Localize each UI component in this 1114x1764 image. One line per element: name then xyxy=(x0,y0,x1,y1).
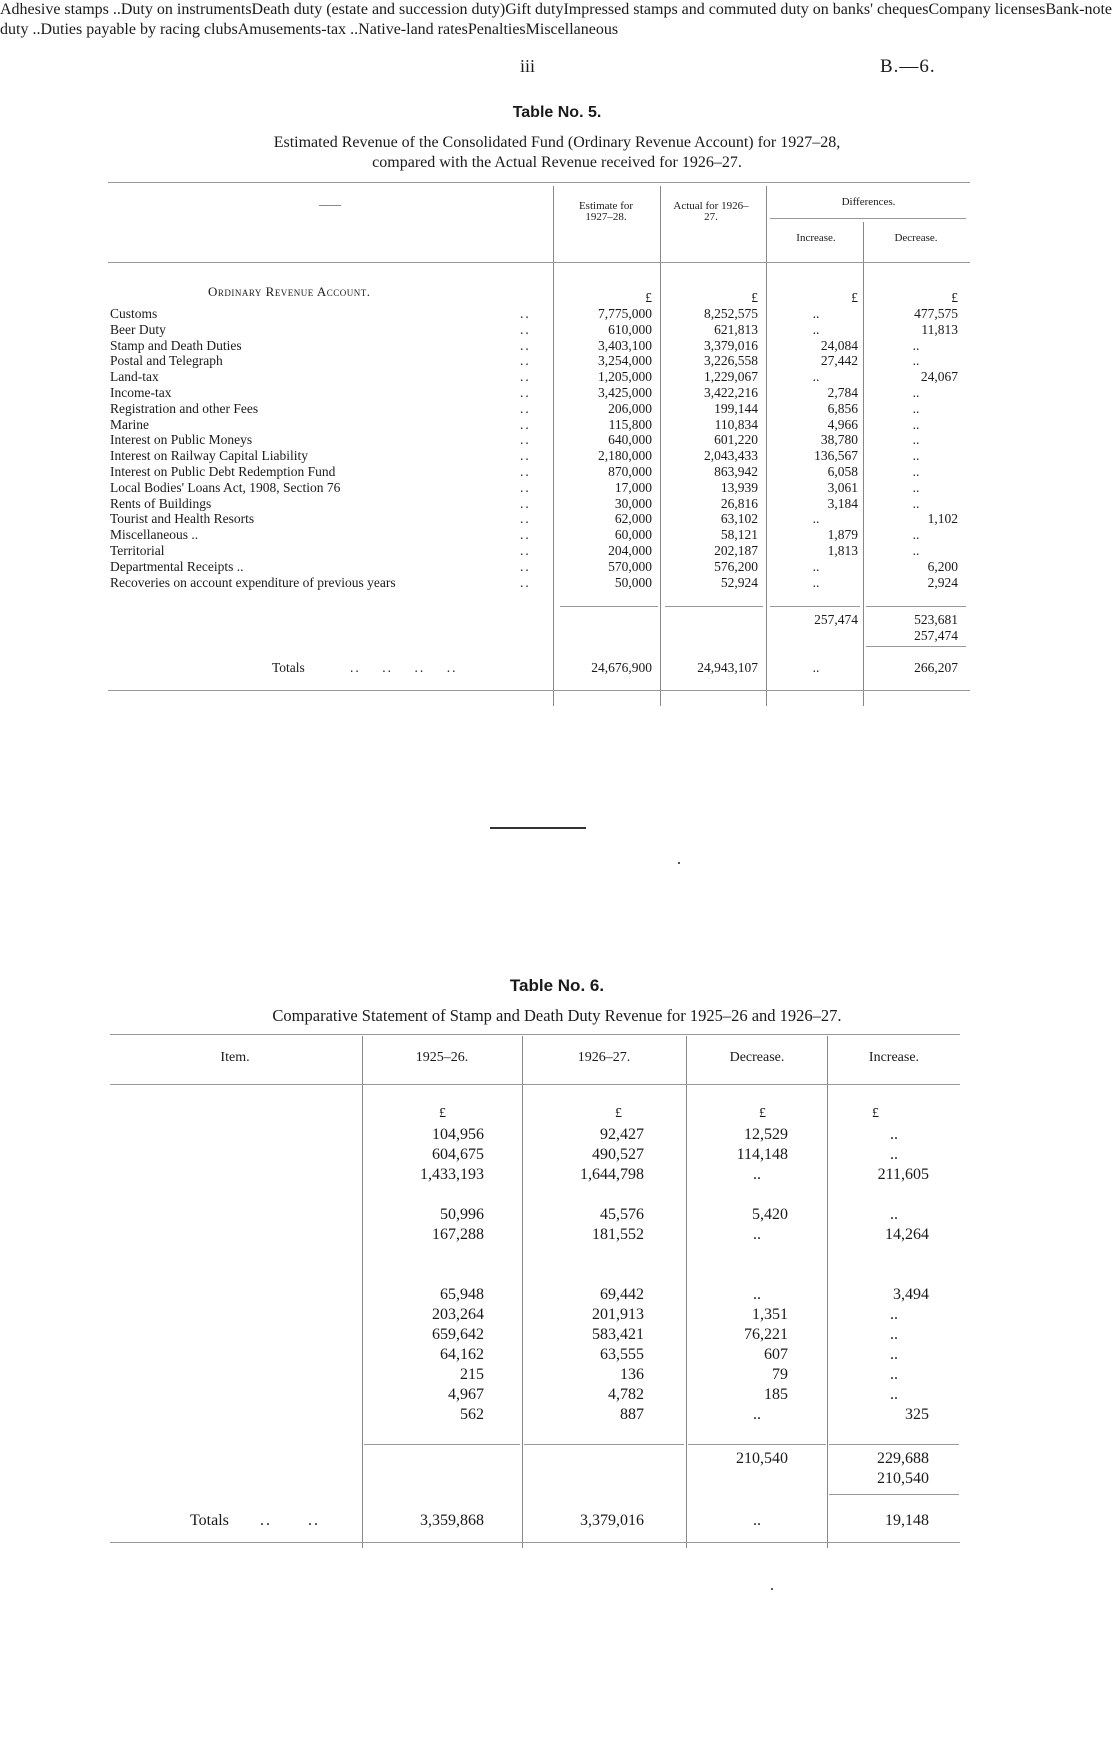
table5-subtitle-line2: compared with the Actual Revenue received for 1926–27. xyxy=(372,154,742,171)
table5-subtitle-line1: Estimated Revenue of the Consolidated Fund (Ordinary Revenue Account) for 1927–28, xyxy=(273,134,841,151)
table6-row-label: Miscellaneous xyxy=(525,21,619,38)
table5-row-decrease: .. xyxy=(912,417,920,432)
table5-row-estimate: 570,000 xyxy=(608,559,652,574)
table6-sub-rule-4 xyxy=(829,1444,959,1445)
table6-row-increase: .. xyxy=(890,1146,898,1163)
table5-row-label: Territorial xyxy=(110,543,165,558)
table5-row-decrease: .. xyxy=(912,448,920,463)
table5-row-leader: .. xyxy=(520,385,531,400)
table5-subtotal-increase: 257,474 xyxy=(814,612,858,627)
table5-row-label: Beer Duty xyxy=(110,322,166,337)
table5-currency-increase: £ xyxy=(851,290,858,305)
table6-row-decrease: .. xyxy=(753,1166,761,1183)
table5-row-leader: .. xyxy=(520,559,531,574)
table5-row-increase: 4,966 xyxy=(827,417,858,432)
table6-bottom-rule xyxy=(110,1542,960,1543)
table5-row-increase: 1,813 xyxy=(827,543,858,558)
table5-row-increase: 3,184 xyxy=(827,496,858,511)
table6-totals-leader: .. .. xyxy=(260,1512,320,1529)
table6-row-increase: .. xyxy=(890,1126,898,1143)
table5-currency-actual: £ xyxy=(751,290,758,305)
table6-row-1925: 4,967 xyxy=(448,1386,484,1403)
table6-row-1926: 887 xyxy=(620,1406,644,1423)
table5-row-actual: 863,942 xyxy=(714,464,758,479)
document-reference: B.—6. xyxy=(880,56,936,77)
table5-row-label: Departmental Receipts .. xyxy=(110,559,244,574)
table5-row-increase: 6,856 xyxy=(827,401,858,416)
table6-row-1926: 69,442 xyxy=(600,1286,644,1303)
table6-row-1925: 65,948 xyxy=(440,1286,484,1303)
table6-row-decrease: 76,221 xyxy=(744,1326,788,1343)
table5-row-actual: 621,813 xyxy=(714,322,758,337)
table6-row-label: Adhesive stamps .. xyxy=(0,1,121,18)
table5-row-decrease: .. xyxy=(912,527,920,542)
table6-row-1925: 64,162 xyxy=(440,1346,484,1363)
table6-row-label: Amusements-tax .. xyxy=(237,21,359,38)
table5-row-label: Local Bodies' Loans Act, 1908, Section 76 xyxy=(110,480,341,495)
table5-row-estimate: 640,000 xyxy=(608,432,652,447)
table5-row-increase: 1,879 xyxy=(827,527,858,542)
table5-row-label: Miscellaneous .. xyxy=(110,527,199,542)
table5-row-label: Income-tax xyxy=(110,385,172,400)
table6-row-increase: .. xyxy=(890,1306,898,1323)
table6-col-1925: 1925–26. xyxy=(415,1050,469,1065)
table6-row-label: Impressed stamps and commuted duty on banks' cheques xyxy=(563,1,929,18)
table5-row-leader: .. xyxy=(520,353,531,368)
table6-row-increase: .. xyxy=(890,1346,898,1363)
table6-row-decrease: .. xyxy=(753,1226,761,1243)
table6-total-increase: 19,148 xyxy=(885,1512,929,1529)
table5-row-actual: 52,924 xyxy=(720,575,758,590)
table5-row-label: Land-tax xyxy=(110,369,159,384)
stray-mark xyxy=(678,862,680,864)
table5-row-estimate: 3,425,000 xyxy=(598,385,652,400)
table6-col-increase: Increase. xyxy=(868,1050,920,1065)
table6-sub-rule-3 xyxy=(688,1444,826,1445)
table5-row-decrease: 477,575 xyxy=(914,306,958,321)
table6-row-decrease: 5,420 xyxy=(752,1206,788,1223)
table5-row-leader: .. xyxy=(520,448,531,463)
stray-mark-2 xyxy=(771,1588,773,1590)
table5-row-actual: 58,121 xyxy=(720,527,758,542)
table5-sub-rule-4 xyxy=(866,606,966,607)
table6-row-increase: 3,494 xyxy=(893,1286,929,1303)
table5-row-estimate: 62,000 xyxy=(614,511,652,526)
table6-row-increase: .. xyxy=(890,1366,898,1383)
table5-row-decrease: .. xyxy=(912,464,920,479)
table5-section-label: Ordinary Revenue Account. xyxy=(208,284,371,299)
table5-row-actual: 3,226,558 xyxy=(704,353,758,368)
table5-row-decrease: .. xyxy=(912,496,920,511)
table5-row-decrease: .. xyxy=(912,385,920,400)
table5-row-actual: 8,252,575 xyxy=(704,306,758,321)
table5-vrule-2 xyxy=(660,186,661,706)
table6-sub-rule-2 xyxy=(524,1444,684,1445)
table5-col-actual: Actual for 1926–27. xyxy=(673,200,749,223)
table5-row-decrease: .. xyxy=(912,401,920,416)
table5-row-actual: 110,834 xyxy=(714,417,758,432)
table6-subtotal-decrease: 210,540 xyxy=(736,1450,788,1467)
table6-row-1926: 1,644,798 xyxy=(580,1166,644,1183)
table6-row-decrease: .. xyxy=(753,1286,761,1303)
table6-col-item: Item. xyxy=(220,1050,250,1065)
table5-row-actual: 3,422,216 xyxy=(704,385,758,400)
table6-row-decrease: 12,529 xyxy=(744,1126,788,1143)
table6-row-decrease: 1,351 xyxy=(752,1306,788,1323)
table6-row-label: Gift duty xyxy=(505,1,564,18)
table6-row-1926: 136 xyxy=(620,1366,644,1383)
table6-row-label: Company licenses xyxy=(928,1,1046,18)
table5-vrule-4 xyxy=(863,222,864,706)
table5-row-increase: .. xyxy=(812,575,820,590)
table5-row-estimate: 60,000 xyxy=(614,527,652,542)
table5-total-increase: .. xyxy=(812,660,820,675)
table5-row-leader: .. xyxy=(520,432,531,447)
table6-subtitle: Comparative Statement of Stamp and Death Duty Revenue for 1925–26 and 1926–27. xyxy=(272,1006,842,1025)
table5-row-decrease: .. xyxy=(912,543,920,558)
table5-row-estimate: 115,800 xyxy=(608,417,652,432)
table5-sub-rule-5 xyxy=(866,646,966,647)
table5-row-actual: 601,220 xyxy=(714,432,758,447)
table6-row-1925: 604,675 xyxy=(432,1146,484,1163)
table5-stub-head: —— xyxy=(319,199,341,211)
table6-subtotal-increase: 229,688 xyxy=(877,1450,929,1467)
table5-row-actual: 3,379,016 xyxy=(704,338,758,353)
table6-row-label: Duty on instruments xyxy=(120,1,252,18)
table5-row-label: Marine xyxy=(110,417,149,432)
table6-row-label: Death duty (estate and succession duty) xyxy=(251,1,506,18)
table5-row-actual: 1,229,067 xyxy=(704,369,758,384)
table5-row-label: Recoveries on account expenditure of previous years xyxy=(110,575,396,590)
table5-col-differences: Differences. xyxy=(841,196,896,208)
table5-row-estimate: 2,180,000 xyxy=(598,448,652,463)
table6-head-rule xyxy=(110,1084,960,1085)
table5-row-estimate: 30,000 xyxy=(614,496,652,511)
table5-sub-rule-2 xyxy=(665,606,763,607)
table6-row-decrease: 114,148 xyxy=(736,1146,788,1163)
table5-row-leader: .. xyxy=(520,322,531,337)
table5-row-label: Interest on Public Moneys xyxy=(110,432,253,447)
table5-row-actual: 26,816 xyxy=(720,496,758,511)
table5-vrule-1 xyxy=(553,186,554,706)
table6-row-label: Duties payable by racing clubs xyxy=(40,21,238,38)
table5-bottom-rule xyxy=(108,690,970,691)
table5-row-label: Interest on Public Debt Redemption Fund xyxy=(110,464,336,479)
table5-total-decrease: 266,207 xyxy=(914,660,958,675)
table5-row-actual: 199,144 xyxy=(714,401,758,416)
table5-row-label: Registration and other Fees xyxy=(110,401,259,416)
table5-col-decrease: Decrease. xyxy=(894,232,938,244)
table5-row-label: Stamp and Death Duties xyxy=(110,338,242,353)
table5-col-estimate: Estimate for 1927–28. xyxy=(578,200,634,223)
table5-row-leader: .. xyxy=(520,306,531,321)
table5-row-decrease: .. xyxy=(912,353,920,368)
table6-row-1925: 50,996 xyxy=(440,1206,484,1223)
table6-row-label: Bank-note duty .. xyxy=(0,1,1113,38)
table6-vrule-2 xyxy=(522,1036,523,1548)
table6-row-1925: 167,288 xyxy=(432,1226,484,1243)
table5-row-increase: .. xyxy=(812,369,820,384)
table6-row-increase: 325 xyxy=(905,1406,929,1423)
section-separator xyxy=(490,827,586,829)
table5-row-increase: 24,084 xyxy=(820,338,858,353)
table5-row-label: Rents of Buildings xyxy=(110,496,212,511)
table6-title: Table No. 6. xyxy=(509,976,605,995)
table5-row-increase: 27,442 xyxy=(820,353,858,368)
table5-row-leader: .. xyxy=(520,369,531,384)
table5-row-estimate: 610,000 xyxy=(608,322,652,337)
table6-total-1926: 3,379,016 xyxy=(580,1512,644,1529)
table5-row-increase: .. xyxy=(812,511,820,526)
table5-row-leader: .. xyxy=(520,401,531,416)
table5-row-leader: .. xyxy=(520,338,531,353)
table5-sub-rule-1 xyxy=(560,606,658,607)
table5-row-decrease: 2,924 xyxy=(927,575,958,590)
table6-total-1925: 3,359,868 xyxy=(420,1512,484,1529)
table5-row-label: Customs xyxy=(110,306,158,321)
table6-top-rule xyxy=(110,1034,960,1035)
table5-row-decrease: 24,067 xyxy=(920,369,958,384)
table5-sub-rule-3 xyxy=(770,606,860,607)
table5-row-estimate: 17,000 xyxy=(614,480,652,495)
table5-row-increase: .. xyxy=(812,559,820,574)
table5-row-increase: 3,061 xyxy=(827,480,858,495)
table6-row-1926: 490,527 xyxy=(592,1146,644,1163)
table6-row-increase: .. xyxy=(890,1206,898,1223)
table6-row-1926: 92,427 xyxy=(600,1126,644,1143)
table6-subtotal-increase-offset: 210,540 xyxy=(877,1470,929,1487)
table5-row-actual: 576,200 xyxy=(714,559,758,574)
table6-row-decrease: 79 xyxy=(772,1366,788,1383)
table6-row-increase: .. xyxy=(890,1326,898,1343)
table5-currency-estimate: £ xyxy=(645,290,652,305)
table6-row-decrease: .. xyxy=(753,1406,761,1423)
table6-total-decrease: .. xyxy=(753,1512,761,1529)
table5-col-increase: Increase. xyxy=(796,232,836,244)
table5-row-leader: .. xyxy=(520,511,531,526)
table5-row-estimate: 7,775,000 xyxy=(598,306,652,321)
table6-row-increase: 14,264 xyxy=(885,1226,929,1243)
table5-row-actual: 63,102 xyxy=(720,511,758,526)
table6-currency-1925: £ xyxy=(439,1106,446,1121)
table6-row-increase: 211,605 xyxy=(877,1166,929,1183)
table6-vrule-1 xyxy=(362,1036,363,1548)
table5-row-leader: .. xyxy=(520,480,531,495)
table6-vrule-3 xyxy=(686,1036,687,1548)
table5-row-decrease: 6,200 xyxy=(927,559,958,574)
table6-row-1926: 45,576 xyxy=(600,1206,644,1223)
table5-vrule-3 xyxy=(766,186,767,706)
table5-subtotal-decrease-offset: 257,474 xyxy=(914,628,958,643)
table5-total-actual: 24,943,107 xyxy=(697,660,758,675)
table5-row-leader: .. xyxy=(520,496,531,511)
table5-row-leader: .. xyxy=(520,575,531,590)
table5-row-leader: .. xyxy=(520,543,531,558)
table6-currency-1926: £ xyxy=(615,1106,622,1121)
table6-row-1926: 201,913 xyxy=(592,1306,644,1323)
table6-col-1926: 1926–27. xyxy=(577,1050,631,1065)
table5-totals-label: Totals xyxy=(272,660,305,675)
table5-row-increase: .. xyxy=(812,306,820,321)
table5-row-decrease: .. xyxy=(912,338,920,353)
table6-row-label: Native-land rates xyxy=(358,21,468,38)
table6-row-increase: .. xyxy=(890,1386,898,1403)
table5-row-increase: 6,058 xyxy=(827,464,858,479)
table6-row-1925: 203,264 xyxy=(432,1306,484,1323)
table5-title: Table No. 5. xyxy=(512,104,602,121)
table5-row-estimate: 1,205,000 xyxy=(598,369,652,384)
table5-total-estimate: 24,676,900 xyxy=(591,660,652,675)
table6-row-1926: 583,421 xyxy=(592,1326,644,1343)
table6-col-decrease: Decrease. xyxy=(729,1050,785,1065)
table5-row-increase: 2,784 xyxy=(827,385,858,400)
table5-row-label: Postal and Telegraph xyxy=(110,353,223,368)
table5-row-estimate: 3,254,000 xyxy=(598,353,652,368)
table6-row-1926: 4,782 xyxy=(608,1386,644,1403)
table6-row-1925: 1,433,193 xyxy=(420,1166,484,1183)
table6-currency-increase: £ xyxy=(872,1106,879,1121)
table5-head-rule xyxy=(108,262,970,263)
table5-subtotal-decrease: 523,681 xyxy=(914,612,958,627)
page-number: iii xyxy=(520,56,536,76)
table5-totals-leader: .. .. .. .. xyxy=(350,660,458,675)
table5-diff-rule xyxy=(770,218,966,219)
table5-row-leader: .. xyxy=(520,527,531,542)
table6-currency-decrease: £ xyxy=(759,1106,766,1121)
table5-row-leader: .. xyxy=(520,464,531,479)
table6-sub-rule-5 xyxy=(829,1494,959,1495)
table5-row-decrease: 11,813 xyxy=(921,322,958,337)
table5-row-leader: .. xyxy=(520,417,531,432)
table5-row-decrease: .. xyxy=(912,480,920,495)
table5-row-estimate: 204,000 xyxy=(608,543,652,558)
table6-sub-rule-1 xyxy=(364,1444,520,1445)
table5-row-estimate: 50,000 xyxy=(614,575,652,590)
table5-top-rule xyxy=(108,182,970,183)
table5-row-decrease: 1,102 xyxy=(927,511,958,526)
table5-row-estimate: 3,403,100 xyxy=(598,338,652,353)
table5-row-label: Interest on Railway Capital Liability xyxy=(110,448,308,463)
table6-row-1926: 63,555 xyxy=(600,1346,644,1363)
table6-row-1925: 659,642 xyxy=(432,1326,484,1343)
table5-row-decrease: .. xyxy=(912,432,920,447)
table6-row-decrease: 185 xyxy=(764,1386,788,1403)
table6-vrule-4 xyxy=(827,1036,828,1548)
table6-row-1925: 215 xyxy=(460,1366,484,1383)
table6-row-decrease: 607 xyxy=(764,1346,788,1363)
table6-row-1926: 181,552 xyxy=(592,1226,644,1243)
table5-row-increase: 38,780 xyxy=(820,432,858,447)
table5-currency-decrease: £ xyxy=(951,290,958,305)
table6-row-label: Penalties xyxy=(467,21,526,38)
table5-row-estimate: 870,000 xyxy=(608,464,652,479)
table5-row-actual: 2,043,433 xyxy=(704,448,758,463)
table6-row-1925: 104,956 xyxy=(432,1126,484,1143)
table6-row-1925: 562 xyxy=(460,1406,484,1423)
table5-row-increase: .. xyxy=(812,322,820,337)
table5-row-estimate: 206,000 xyxy=(608,401,652,416)
table6-totals-label: Totals xyxy=(190,1512,229,1529)
table5-row-increase: 136,567 xyxy=(814,448,858,463)
table5-row-actual: 13,939 xyxy=(720,480,758,495)
table5-row-label: Tourist and Health Resorts xyxy=(110,511,255,526)
table5-row-actual: 202,187 xyxy=(714,543,758,558)
